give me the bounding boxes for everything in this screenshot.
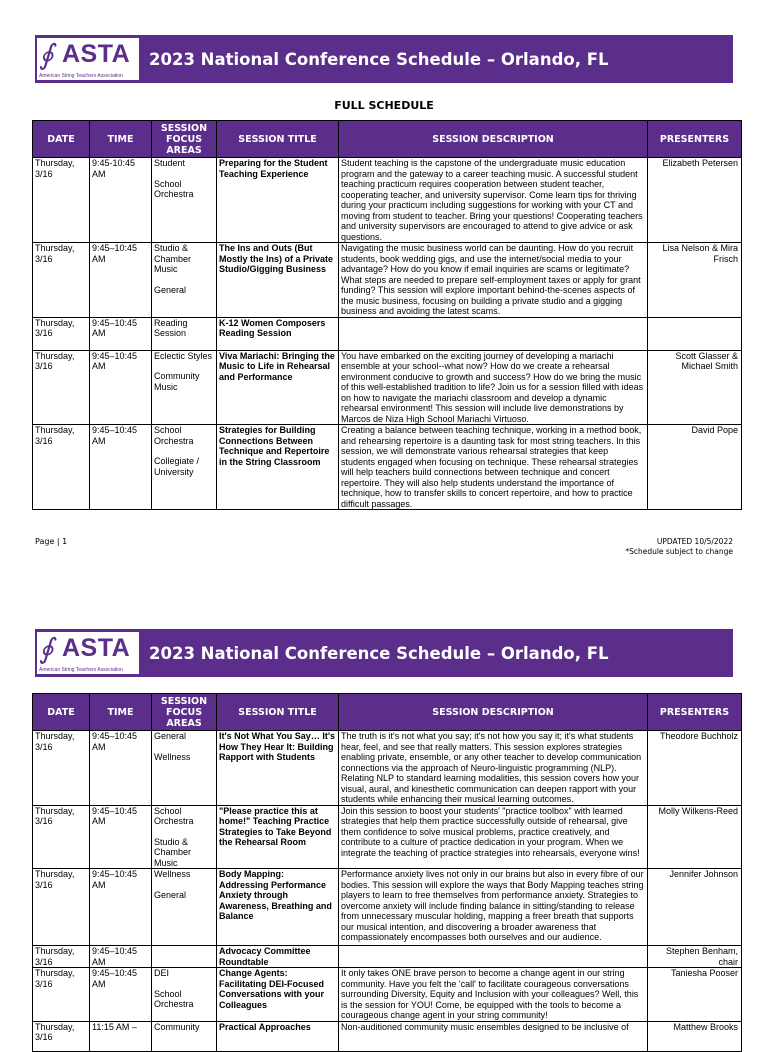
session-description xyxy=(339,317,648,350)
table-header-row xyxy=(33,694,742,731)
session-description: Join this session to boost your students' "practice toolbox" with learned strategies that help them practice successfully outside of rehearsal, give them confidence to solve musical problems, practice creatively, and contribute to a culture of practice dedication in your program. When we integrate the teaching of practice strategies into rehearsals, everyone wins! xyxy=(339,805,648,869)
session-focus-areas xyxy=(152,946,217,968)
session-focus-areas xyxy=(152,243,217,318)
focus-area-label: School Orchestra xyxy=(154,805,194,826)
session-focus-areas xyxy=(152,158,217,243)
session-presenters: Stephen Benham, chair xyxy=(648,946,742,968)
banner-title: 2023 National Conference Schedule – Orlando, FL xyxy=(149,643,609,663)
session-title: It's Not What You Say… It's How They Hear It: Building Rapport with Students xyxy=(217,731,339,806)
session-title: Body Mapping: Addressing Performance Anxiety through Awareness, Breathing and Balance xyxy=(217,869,339,946)
session-time: 9:45–10:45 AM xyxy=(90,350,152,425)
session-title: Change Agents: Facilitating DEI-Focused Conversations with your Colleagues xyxy=(217,968,339,1022)
session-description: Creating a balance between teaching technique, working in a method book, and rehearsing repertoire is a daunting task for most string teachers. In this session, we will demonstrate various rehearsal strategies that keep students engaged when focusing on technique. These rehearsal strategies will help teachers build connections between technique and concert repertoire. They will also help students understand the importance of technique, how to transfer skills to concert repertoire, and how to practice difficult passages. xyxy=(339,425,648,510)
table-row xyxy=(33,243,742,318)
focus-area-label: Community Music xyxy=(154,371,200,392)
table-row xyxy=(33,805,742,869)
schedule-table xyxy=(32,693,742,1052)
table-row xyxy=(33,350,742,425)
session-description: Student teaching is the capstone of the undergraduate music education program and the gateway to a career teaching music. A successful student teaching practicum requires cooperation between student teacher, cooperating teacher, and university supervisor. Come learn tips for thriving during your practicum including suggestions for working with your CT and moving from student to teacher. Bring your questions! Cooperating teachers and university supervisors are encouraged to attend to give advice or ask questions. xyxy=(339,158,648,243)
session-date: Thursday, 3/16 xyxy=(33,317,90,350)
asta-logo-mark-icon: ∮ xyxy=(39,38,54,71)
table-row xyxy=(33,869,742,946)
session-date: Thursday, 3/16 xyxy=(33,946,90,968)
focus-area-label: Student xyxy=(154,158,186,168)
focus-area-label: Collegiate / University xyxy=(154,456,200,477)
table-row xyxy=(33,1021,742,1051)
session-presenters: Lisa Nelson & Mira Frisch xyxy=(648,243,742,318)
focus-area-label: General xyxy=(154,889,187,900)
column-header-presenters: PRESENTERS xyxy=(648,694,742,731)
focus-area-label: Community xyxy=(154,1021,200,1032)
session-title: Practical Approaches xyxy=(217,1021,339,1051)
column-header-focus-areas: SESSION FOCUS AREAS xyxy=(152,694,217,731)
session-description: Navigating the music business world can be daunting. How do you recruit students, book wedding gigs, and use the internet/social media to your advantage? How do you know if email inquiries are scams or legitimate? What steps are needed to prepare self-employment taxes or apply for grant funding? This session will explore important behind-the-scenes aspects of the music business, focusing on building a private studio and a gigging business and avoiding the latest scams. xyxy=(339,243,648,318)
session-title: Preparing for the Student Teaching Experience xyxy=(217,158,339,243)
column-header-session-description: SESSION DESCRIPTION xyxy=(339,121,648,158)
table-row xyxy=(33,968,742,1022)
column-header-session-title: SESSION TITLE xyxy=(217,121,339,158)
table-row xyxy=(33,946,742,968)
session-date: Thursday, 3/16 xyxy=(33,243,90,318)
table-row xyxy=(33,731,742,806)
session-presenters xyxy=(648,317,742,350)
session-description: The truth is it's not what you say; it's not how you say it; it's what students hear, feel, and see that really matters. This session explores strategies enabling private, ensemble, or any other teacher to develop communication connections via the approach of Neuro-linguistic programming (NLP). Relating NLP to standard learning modalities, this session covers how your visual, aural, and kinesthetic communication can deepen rapport with your students while enhancing their musical learning outcomes. xyxy=(339,731,648,806)
session-date: Thursday, 3/16 xyxy=(33,158,90,243)
focus-area-label: School Orchestra xyxy=(154,178,194,199)
session-description: Performance anxiety lives not only in our brains but also in every fibre of our bodies. This session will explore the ways that Body Mapping teaches string players to learn to free themselves from performance anxiety. Strategies to overcome anxiety will include finding balance in sitting/standing to release from unnecessary muscular holding, mapping a freer breath that supports our musical intention, and discovering a broader awareness that compassionately encompasses both ourselves and our audience. xyxy=(339,869,648,946)
session-time: 9:45–10:45 AM xyxy=(90,317,152,350)
column-header-time: TIME xyxy=(90,121,152,158)
column-header-date: DATE xyxy=(33,694,90,731)
session-title: Strategies for Building Connections Between Technique and Repertoire in the String Classroom xyxy=(217,425,339,510)
session-description: Non-auditioned community music ensembles designed to be inclusive of xyxy=(339,1021,648,1051)
column-header-session-title: SESSION TITLE xyxy=(217,694,339,731)
session-date: Thursday, 3/16 xyxy=(33,1021,90,1051)
focus-area-label: Studio & Chamber Music xyxy=(154,836,192,868)
session-presenters: David Pope xyxy=(648,425,742,510)
asta-logo xyxy=(37,632,139,674)
column-header-presenters: PRESENTERS xyxy=(648,121,742,158)
session-title: Advocacy Committee Roundtable xyxy=(217,946,339,968)
session-focus-areas xyxy=(152,1021,217,1051)
session-time: 9:45-10:45 AM xyxy=(90,158,152,243)
session-presenters: Elizabeth Petersen xyxy=(648,158,742,243)
asta-logo-word: ASTA xyxy=(62,634,131,662)
session-presenters: Jennifer Johnson xyxy=(648,869,742,946)
column-header-date: DATE xyxy=(33,121,90,158)
session-title: "Please practice this at home!" Teaching Practice Strategies to Take Beyond the Rehearsal Room xyxy=(217,805,339,869)
schedule-change-note: *Schedule subject to change xyxy=(625,547,733,556)
session-time: 9:45–10:45 AM xyxy=(90,425,152,510)
focus-area-label: General xyxy=(154,284,187,295)
session-presenters: Matthew Brooks xyxy=(648,1021,742,1051)
session-time: 9:45–10:45 AM xyxy=(90,243,152,318)
session-focus-areas xyxy=(152,425,217,510)
focus-area-label: Wellness xyxy=(154,869,191,879)
focus-area-label: DEI xyxy=(154,968,170,978)
session-date: Thursday, 3/16 xyxy=(33,805,90,869)
full-schedule-heading: FULL SCHEDULE xyxy=(334,99,434,112)
column-header-time: TIME xyxy=(90,694,152,731)
schedule-table xyxy=(32,120,742,510)
session-time: 11:15 AM – xyxy=(90,1021,152,1051)
session-focus-areas xyxy=(152,968,217,1022)
session-title: The Ins and Outs (But Mostly the Ins) of a Private Studio/Gigging Business xyxy=(217,243,339,318)
focus-area-label: Eclectic Styles xyxy=(154,350,213,361)
page-number: Page | 1 xyxy=(35,537,68,546)
table-row xyxy=(33,158,742,243)
session-focus-areas xyxy=(152,731,217,806)
session-time: 9:45–10:45 AM xyxy=(90,946,152,968)
session-date: Thursday, 3/16 xyxy=(33,731,90,806)
session-description xyxy=(339,946,648,968)
focus-area-label: School Orchestra xyxy=(154,425,194,446)
updated-date: UPDATED 10/5/2022 xyxy=(656,537,733,546)
focus-area-label: Wellness xyxy=(154,751,191,762)
session-description: You have embarked on the exciting journey of developing a mariachi ensemble at your school--what now? How do we create a rehearsal environment conducive to growth and success? How do we bring the music of this well-established tradition to life? Join us for a session filled with ideas on how to navigate the mariachi classroom and develop a dynamic rehearsal environment! This session will include live demonstrations by Marcos de Niza High School Mariachi Virtuoso. xyxy=(339,350,648,425)
session-presenters: Theodore Buchholz xyxy=(648,731,742,806)
table-row xyxy=(33,425,742,510)
session-time: 9:45–10:45 AM xyxy=(90,805,152,869)
footer-update-note xyxy=(625,537,733,557)
session-presenters: Molly Wilkens-Reed xyxy=(648,805,742,869)
session-presenters: Scott Glasser & Michael Smith xyxy=(648,350,742,425)
focus-area-label: Studio & Chamber Music xyxy=(154,243,192,274)
session-date: Thursday, 3/16 xyxy=(33,425,90,510)
asta-logo xyxy=(37,38,139,80)
table-header-row xyxy=(33,121,742,158)
session-date: Thursday, 3/16 xyxy=(33,350,90,425)
asta-logo-word: ASTA xyxy=(62,40,131,68)
session-description: It only takes ONE brave person to become a change agent in our string community. Have you felt the 'call' to facilitate courageous conversations surrounding Diversity, Equity and Inclusion with your colleagues? Well, this is the session for YOU! Come, be equipped with the tools to become a courageous change agent in your string community! xyxy=(339,968,648,1022)
session-date: Thursday, 3/16 xyxy=(33,968,90,1022)
session-focus-areas xyxy=(152,350,217,425)
focus-area-label: Reading Session xyxy=(154,317,188,338)
table-row xyxy=(33,317,742,350)
page-divider xyxy=(0,580,768,614)
focus-area-label: School Orchestra xyxy=(154,988,194,1009)
column-header-session-description: SESSION DESCRIPTION xyxy=(339,694,648,731)
session-focus-areas xyxy=(152,805,217,869)
session-time: 9:45–10:45 AM xyxy=(90,731,152,806)
conference-banner xyxy=(35,35,733,83)
session-focus-areas xyxy=(152,869,217,946)
asta-logo-mark-icon: ∮ xyxy=(39,632,54,665)
banner-title: 2023 National Conference Schedule – Orlando, FL xyxy=(149,49,609,69)
session-focus-areas xyxy=(152,317,217,350)
column-header-focus-areas: SESSION FOCUS AREAS xyxy=(152,121,217,158)
session-time: 9:45–10:45 AM xyxy=(90,869,152,946)
session-title: Viva Mariachi: Bringing the Music to Life in Rehearsal and Performance xyxy=(217,350,339,425)
asta-logo-tagline: American String Teachers Association xyxy=(39,73,123,79)
session-title: K-12 Women Composers Reading Session xyxy=(217,317,339,350)
focus-area-label: General xyxy=(154,731,187,741)
session-date: Thursday, 3/16 xyxy=(33,869,90,946)
asta-logo-tagline: American String Teachers Association xyxy=(39,667,123,673)
session-presenters: Taniesha Pooser xyxy=(648,968,742,1022)
conference-banner xyxy=(35,629,733,677)
session-time: 9:45–10:45 AM xyxy=(90,968,152,1022)
